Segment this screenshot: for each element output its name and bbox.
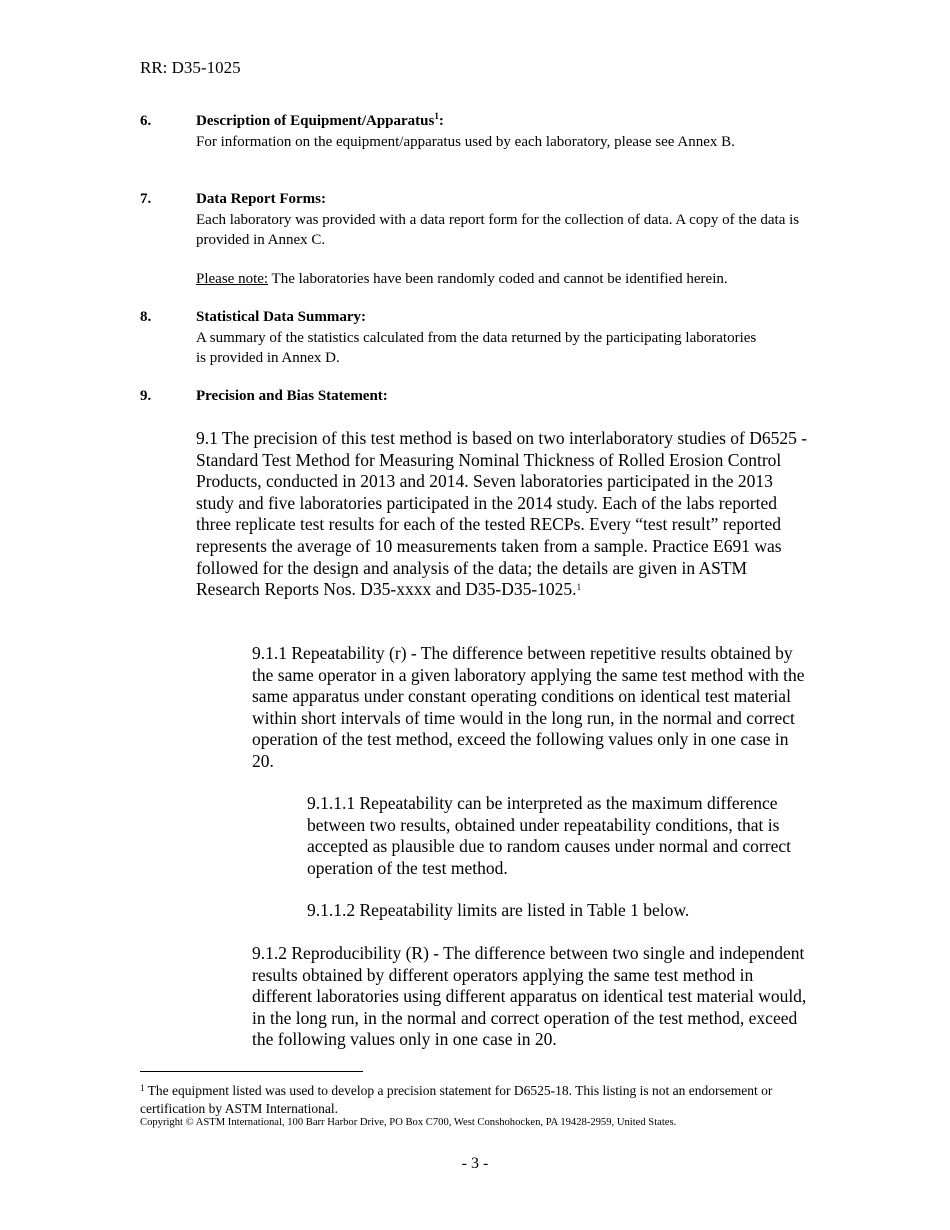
section-8-number: 8.	[140, 309, 152, 325]
footnote-text: The equipment listed was used to develop a precision statement for D6525-18. This listing is not an endorsement or certification by ASTM International.	[140, 1083, 773, 1116]
section-9-title: Precision and Bias Statement:	[196, 388, 388, 404]
section-9-number: 9.	[140, 388, 152, 404]
report-id-header: RR: D35-1025	[140, 58, 241, 77]
paragraph-9-1-1-2: 9.1.1.2 Repeatability limits are listed in Table 1 below.	[307, 900, 690, 920]
section-7-note	[196, 269, 836, 289]
section-7-title: Data Report Forms:	[196, 191, 326, 207]
note-label: Please note:	[196, 271, 269, 287]
footnote-ref: 1	[434, 111, 439, 121]
footnote-ref: 1	[576, 582, 582, 593]
footnote-divider	[140, 1071, 363, 1072]
section-6-title-colon: :	[438, 113, 444, 129]
paragraph-9-1-1-1: 9.1.1.1 Repeatability can be interpreted as the maximum difference between two results, obtained under repeatability conditions, that is accepted as plausible due to random causes under normal and correct operation of the test method.	[307, 793, 791, 878]
section-6-title	[196, 113, 444, 130]
paragraph-9-1	[196, 428, 810, 601]
section-6-number: 6.	[140, 113, 152, 129]
section-6-title-text: Description of Equipment/Apparatus	[196, 113, 435, 129]
section-6-body: For information on the equipment/apparatus used by each laboratory, please see Annex B.	[196, 134, 735, 150]
paragraph-9-1-2: 9.1.2 Reproducibility (R) - The difference between two single and independent results obtained by different operators applying the same test method in different laboratories using different apparatus on identical test material would, in the long run, in the normal and correct operation of the test method, exceed the following values only in one case in 20.	[252, 943, 807, 1050]
paragraph-9-1-1: 9.1.1 Repeatability (r) - The difference between repetitive results obtained by the same operator in a given laboratory applying the same test method with the same apparatus under constant operating conditions on identical test material within short intervals of time would in the long run, in the normal and correct operation of the test method, exceed the following values only in one case in 20.	[252, 643, 805, 771]
section-7-body: Each laboratory was provided with a data report form for the collection of data. A copy of the data is provided in Annex C.	[196, 212, 800, 248]
footnote	[140, 1082, 820, 1117]
section-8-body: A summary of the statistics calculated from the data returned by the participating laboratories is provided in Annex D.	[196, 330, 757, 366]
page-number: - 3 -	[461, 1155, 489, 1172]
note-text: The laboratories have been randomly coded and cannot be identified herein.	[268, 271, 728, 287]
paragraph-9-1-text: 9.1 The precision of this test method is based on two interlaboratory studies of D6525 - Standard Test Method for Measuring Nominal Thickness of Rolled Erosion Control Products, conducted in 2013 and 2014. Seven laboratories participated in the 2013 study and five laboratories participated in the 2014 study. Each of the labs reported three replicate test results for each of the tested RECPs. Every “test result” reported represents the average of 10 measurements taken from a sample. Practice E691 was followed for the design and analysis of the data; the details are given in ASTM Research Reports Nos. D35-xxxx and D35-D35-1025.	[196, 428, 808, 600]
section-7-number: 7.	[140, 191, 152, 207]
copyright-line: Copyright © ASTM International, 100 Barr Harbor Drive, PO Box C700, West Conshohocken, PA 19428-2959, United States.	[140, 1117, 677, 1128]
section-8-title: Statistical Data Summary:	[196, 309, 366, 325]
footnote-mark: 1	[140, 1083, 145, 1093]
